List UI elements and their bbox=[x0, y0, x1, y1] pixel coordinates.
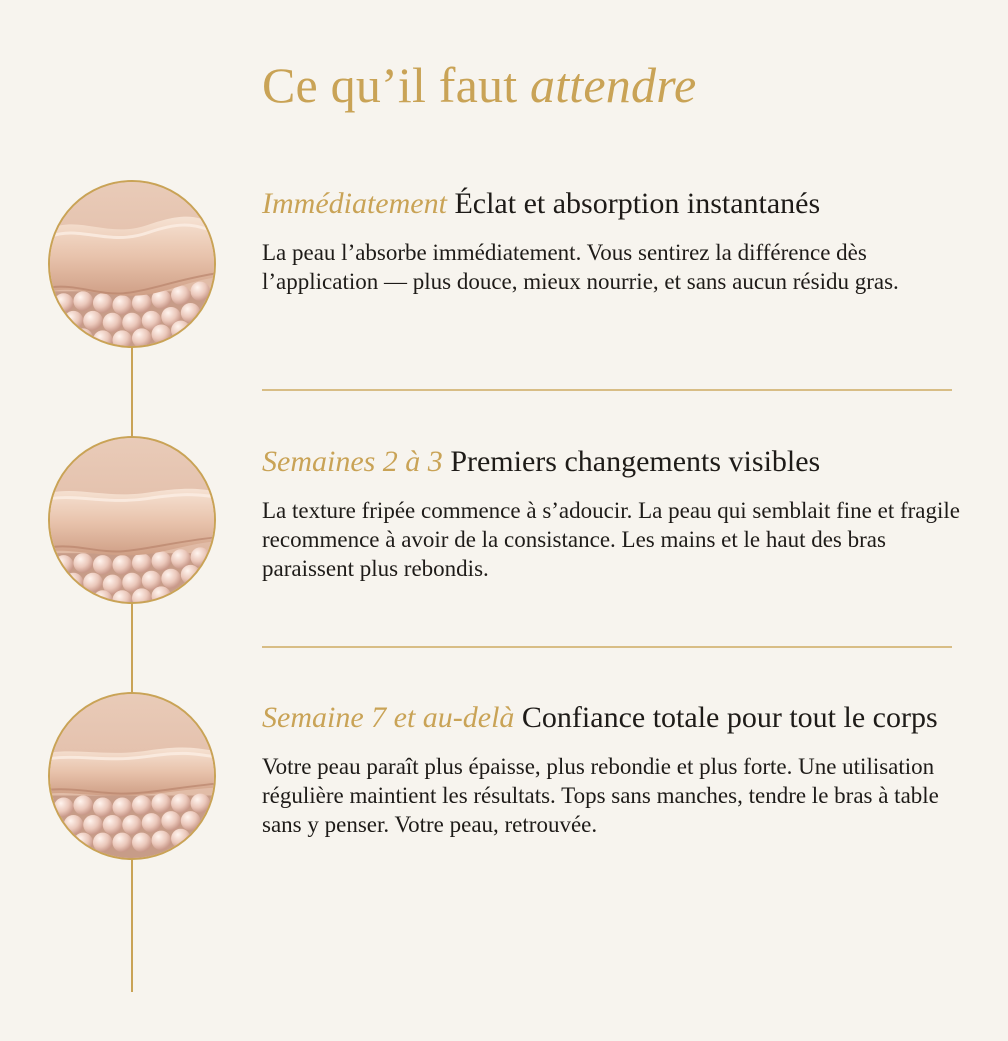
step-3-heading-text: Confiance totale pour tout le corps bbox=[521, 701, 938, 734]
step-2-heading-text: Premiers changements visibles bbox=[450, 445, 821, 478]
step-1-body: La peau l’absorbe immédiatement. Vous sentirez la différence dès l’application — plus douce, mieux nourrie, et sans aucun résidu gras. bbox=[262, 240, 899, 294]
step-2-body: La texture fripée commence à s’adoucir. La peau qui semblait fine et fragile recommence à avoir de la consistance. Les mains et le haut des bras paraissent plus rebondis. bbox=[262, 498, 960, 581]
step-1-heading bbox=[262, 186, 992, 222]
title-part-1: Ce qu’il faut bbox=[262, 57, 531, 113]
skin-layer-icon bbox=[48, 180, 216, 348]
step-3 bbox=[262, 700, 992, 839]
timeline-line bbox=[131, 320, 133, 992]
step-3-body: Votre peau paraît plus épaisse, plus rebondie et plus forte. Une utilisation régulière maintient les résultats. Tops sans manches, tendre le bras à table sans y penser. Votre peau, retrouvée. bbox=[262, 754, 939, 837]
step-2-heading bbox=[262, 444, 992, 480]
page-title bbox=[262, 56, 696, 114]
step-3-heading bbox=[262, 700, 992, 736]
step-3-timeframe: Semaine 7 et au-delà bbox=[262, 701, 515, 734]
divider bbox=[262, 646, 952, 648]
skin-layer-icon bbox=[48, 692, 216, 860]
step-1-timeframe: Immédiatement bbox=[262, 187, 447, 220]
skin-layer-icon bbox=[48, 436, 216, 604]
step-2 bbox=[262, 444, 992, 583]
step-1 bbox=[262, 186, 992, 296]
divider bbox=[262, 389, 952, 391]
step-2-timeframe: Semaines 2 à 3 bbox=[262, 445, 443, 478]
title-part-2: attendre bbox=[530, 57, 697, 113]
step-1-heading-text: Éclat et absorption instantanés bbox=[454, 187, 821, 220]
